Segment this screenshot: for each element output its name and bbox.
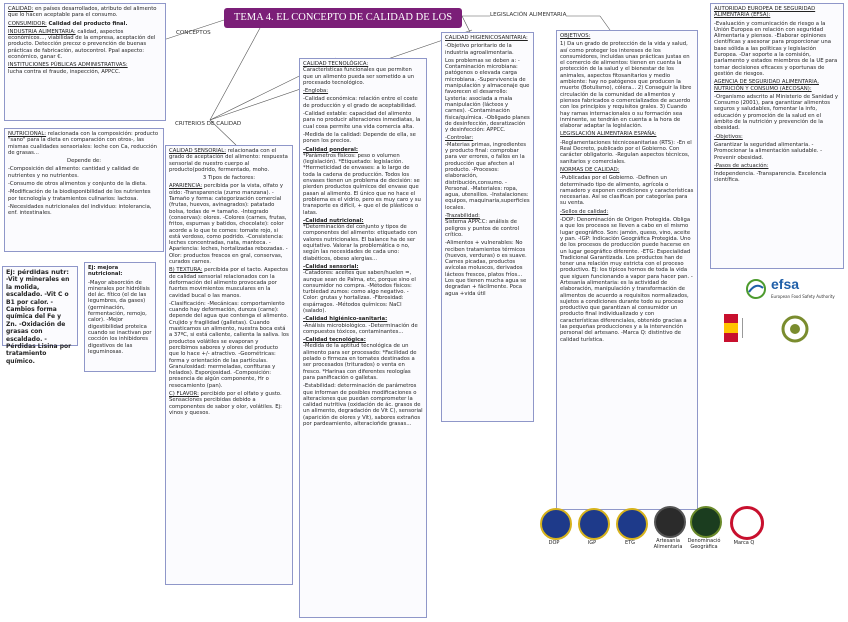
mejora-box: Ej: mejora nutricional: -Mayor absorción de minerales por hidrólisis del ác. fítico (el de las legumbres, da gases) (germinación, fermentación, remojo, calor). -Mejor digestibilidad proteica cuando se inactivan por cocción los inhibidores digestivos de las leguminosas. [84,262,156,372]
nutricional-box: NUTRICIONAL: relacionada con la composición: producto "sano" para la dieta en comparación con otros-, las mismas cualidades sensoriales: leche con Ca, reducción de grasas... Depende de: -Composición del alimento: cantidad y calidad de nutrientes y no nutrientes. -Consumo de otros alimentos y conjunto de la dieta. -Modificación de la biodisponibilidad de los nutrientes por tecnología y tratamientos culinarios: lactosa. -Necesidades nutricionales del individuo: intolerancia, enf. intestinales. [4,128,164,252]
denominacio-seal-icon [690,506,722,538]
ministry-logo [724,314,772,344]
page-title: TEMA 4. EL CONCEPTO DE CALIDAD DE LOS ALIMENTOS. [224,8,462,28]
seal-label: DOP [548,540,560,546]
seal-label: IGP [587,540,597,546]
tecnologica-box: CALIDAD TECNOLÓGICA: Características funcionales que permiten que un alimento pueda ser sometido a un procesado tecnológico. -Engloba: -Calidad económica: relación entre el coste de producción y el grado de aceptabilidad. -Calidad estable: capacidad del alimento para no producir alteraciones inmediatas, la cual cosa permite una vida comercia alta. -Medida de la calidad: Depende de ella, se ponen los precios. -Calidad ponderal: *Parámetros físicos: peso o volumen (legislación). *Etiquetado: legislación. *Hermeticidad de envases: a lo largo de toda la cadena de producción. Todos los envases tienen un problema de decisión: se pierden productos químicos del envase que pasan al alimento. El único que no hace el problema es el vidrio, pero es muy caro y su transporte es difícil, + que el de plásticos o latas. -Calidad nutricional: *Determinación del conjunto y tipos de componentes del alimento: etiquetado con valores nutricionales. El balance ha de ser equitativo. Valorar la problemática o no, según las necesidades de cada uno: diabéticos, obeso alergias... -Calidad sensorial: -Catadores: aceites que saben/huelen =, aunque sean de Palma, etc, porque sino el consumidor no compra. -Métodos físicos: turbiedad zumos: como algo negativo. -Color: grutas y hortalizas. -Fibrosidad: espárragos. -Métodos químicos: NaCl (salado). -Calidad higiénico-sanitaria: -Análisis microbiológico. -Determinación de compuestos tóxicos, contaminantes... -Calidad tecnológica: -Medida de la aptitud tecnológica de un alimento para ser procesado: *Facilidad de pelado o firmeza en tomates destinados a ser procesados (triturados) o venta en fresco. *Harinas con diferentes reologías para panificación o galletas. -Estabilidad: determinación de parámetros que informan de posibles modificaciones o alteraciones que puedan comprometer la calidad nutritiva (oxidación de ác. grasos de un alimento, degradación de Vit C), sensorial (aparición de olores y Vit), sabores extraños por pardeamiento, alteracioñde grasas... [299,58,427,618]
marca-q-seal-icon [730,506,764,540]
seal-label: Artesanía Alimentaria [653,538,683,550]
seal-label: Marca Q [733,540,755,546]
efsa-logo: efsa European Food Safety Authority [745,276,835,306]
etg-seal-icon [616,508,648,540]
higienico-box: CALIDAD HIGIENICOSANITARIA: -Objetivo prioritario de la industria agroalimentaria. Los problemas se deben a: -Contaminación microbiana: patógenos o elevada carga microbiana. -Supervivencia de manipulación y almacenaje que favorecen el desarrollo: Lysteria: asociada a mala manipulación (lácteos y carnes). -Contaminación física/química. -Obligado planes de desinfección, desratización y desinfección: APPCC. -Controlar: -Materias primas, ingredientes y producto final: comprobar para ver errores, o fallos en la producción que afecten al producto. -Procesos: elaboración, distribución,consumo. -Personal. -Materiales: ropa, agua, utensilios. -Instalaciones: equipos, maquinaria,superficies locales. -Trazabilidad: Sistema APPCC: análisis de peligros y puntos de control crítico. -Alimentos + vulnerables: No reciben tratamientos térmicos (huevos, verduras) o es suave. Carnes picadas, productos avícolas moluscos, derivados lácteos frescos, platos fríos... Los que tienen mucha agua se degradan + fácilmente. Poca agua +vida útil [441,32,534,422]
criterios-label: CRITERIOS DE CALIDAD [175,121,242,127]
sensorial-box: CALIDAD SENSORIAL: relacionada con el grado de aceptación del alimento: respuesta sensorial de nuestro cuerpo al producto(podrido, fermentado, moho. 3 Tipos de factores: APARIENCIA: percibida por la vista, olfato y oído: -Transparencia (zumo manzana). -Tamaño y forma: categorización comercial (frutas, huevos, avinagrados): patatado bolsa, todas de = tamaño. -Integrado (conservas): olores. -Colores (carnes, frutas, fritos, espumas y batidos, chocolate): color acorde a lo que te comes: tomate rojo, si está verdoso, como podrido. -Consistencia: leches concentradas, nata, manteca. -Apariencia: leches, hortalizadas rebozadas. -Olor: productos frescos en gral, conservas, curados carnes. B) TEXTURA: percibida por el tacto. Aspectos de calidad sensorial relacionados con la deformación del alimento provocada por fuertes movimientos musculares en la cavidad bucal o las manos. -Clasificación: -Mecánicas: comportamiento cuando hay deformación, dureza (carne): depende del agua que contenga el alimento. Crujido y fragilidad (galletas). Cuando masticamos un alimento, nuestra boca está a 37ºC, si está caliente, calienta la saliva. los productos volátiles se evaporan y percibimos sabores y olores del producto que lo hace +/- atractivo. -Geométricas: forma y orientación de las partículas. Granulosidad: mermeladas, confituras y helados). Esponjosidad. -Composición: presencia de algún componente, Hr o resecamiento (pan). C) FLAVOR: percibido por el olfato y gusto. Sensaciones percibidas debido a componentes de sabor y olor, volátiles. Ej: vinos y quesos. [165,145,293,585]
perdidas-box: Ej: pérdidas nutr: -Vit y minerales en la molida, escaldado. -Vit C o B1 por calor. -Cambios forma química del Fe y Zn. -Oxidación de grasas con escaldado. -Pérdidas Lisina por tratamiento químico. [2,266,78,346]
conceptos-label: CONCEPTOS [176,30,211,36]
igp-seal-icon [578,508,610,540]
dop-seal-icon [540,508,572,540]
agency-logo [780,314,834,344]
seal-label: ETG [624,540,636,546]
seal-label: Denominació Geogràfica [687,538,721,550]
autoridad-box: AUTORIDAD EUROPEA DE SEGURIDAD ALIMENTARIA (EFSA): -Evaluación y comunicación de riesgo a la Unión Europea en relación con seguridad Alimentaria y piensos. -Elaborar opiniones científicas y asesorar para proporcionar una base sólida a las políticas y legislación Europea. -Dar soporte a la comisión, parlamento y estados miembros de la UE para tomar decisiones eficaces y oportunas de gestión de riesgos. AGENCIA DE SEGURIDAD ALIMENTARIA, NUTRICIÓN Y CONSUMO (AECOSAN): -Organismo adscrito al Ministerio de Sanidad y Consumo (2001), para garantizar alimentos seguros y saludables, fomentar la info, educación y promoción de la salud en el ámbito de la nutrición y prevención de la obesidad. -Objetivos: Garantizar la seguridad alimentaria. -Promocionar la alimentación saludable. -Prevenir obesidad. -Pasos de actuación: Independencia. -Transparencia. Excelencia científica. [710,3,844,269]
legislacion-label: LEGISLACIÓN ALIMENTARIA [490,12,567,18]
conceptos-box: CALIDAD: en países desarrollados, atributo del alimento que lo hacen aceptable para el consumo. CONSUMIDOR: Calidad del producto final. INDUSTRIA ALIMENTARIA: calidad, aspectos económicos..., viabilidad de la empresa, aceptación del producto. Detección precoz o prevención de buenas prácticas de fabricación, autocontrol. Ppal aspecto: económico, ganar €. INSTITUCIONES PÚBLICAS ADMINISTRATIVAS: lucha contra el fraude, inspección, APPCC. [4,3,166,121]
artesania-seal-icon [654,506,686,538]
objetivos-box: OBJETIVOS: 1) Da un grado de protección de la vida y salud, así como proteger los intereses de los consumidores, incluidas unas prácticas justas en el comercio de alimentos: tienen en cuenta la protección de la salud y el bienestar de los animales, aspectos fitosanitarios y medio ambiente: hay no patógenos que producen la muerte (Botulismo), cólera... 2) Conseguir la libre circulación de la comunidad de alimentos y piensos fabricados o comercializados de acuerdo con los principios y requisitos grales. 3) Cuando hay ramas internacionales o su formación sea inminente, se tendrán en cuenta a la hora de elaborar adaptar la legislación. LEGISLACIÓN ALIMENTARIA ESPAÑA: -Reglamentaciones técnicosanitarias (RTS): -En el Real Decreto, publicado por el Gobierno. Con carácter obligatorio. -Regulan aspectos técnicos, sanitarios y comerciales. NORMAS DE CALIDAD: -Publicadas por el Gobierno. -Definen un determinado tipo de alimento, agrícola o ramadero y exponen condiciones y características necesarias. Así se clasifican por categorías para su venta. -Sellos de calidad: -DOP: Denominación de Origen Protegida. Obliga a que los procesos se lleven a cabo en el mismo lugar geográfico. Son: jamón, queso, vino, aceite y pan. -IGP: Indicación Geográfica Protegida. Uno de los procesos de producción puede hacerse en un lugar geográfico diferente. -ETG: Especialidad Tradicional Garantizada. Los productos han de tener una relación muy estricta con el proceso productivo. Ej: los típicos hornos de toda la vida que siguen funcionando a vapor para hacer pan. -Artesanía alimentaria: es la actividad de elaboración, manipulación y transformación de alimentos de acuerdo a requisitos normalizados, sujetos a condiciones durante todo su proceso productivo que garantizan al consumidor un producto final individualizado y con características diferenciales, obtenido gracias a las pequeñas producciones y a la intervención personal del artesano. -Marca Q: distintivo de calidad turística. [556,30,698,510]
